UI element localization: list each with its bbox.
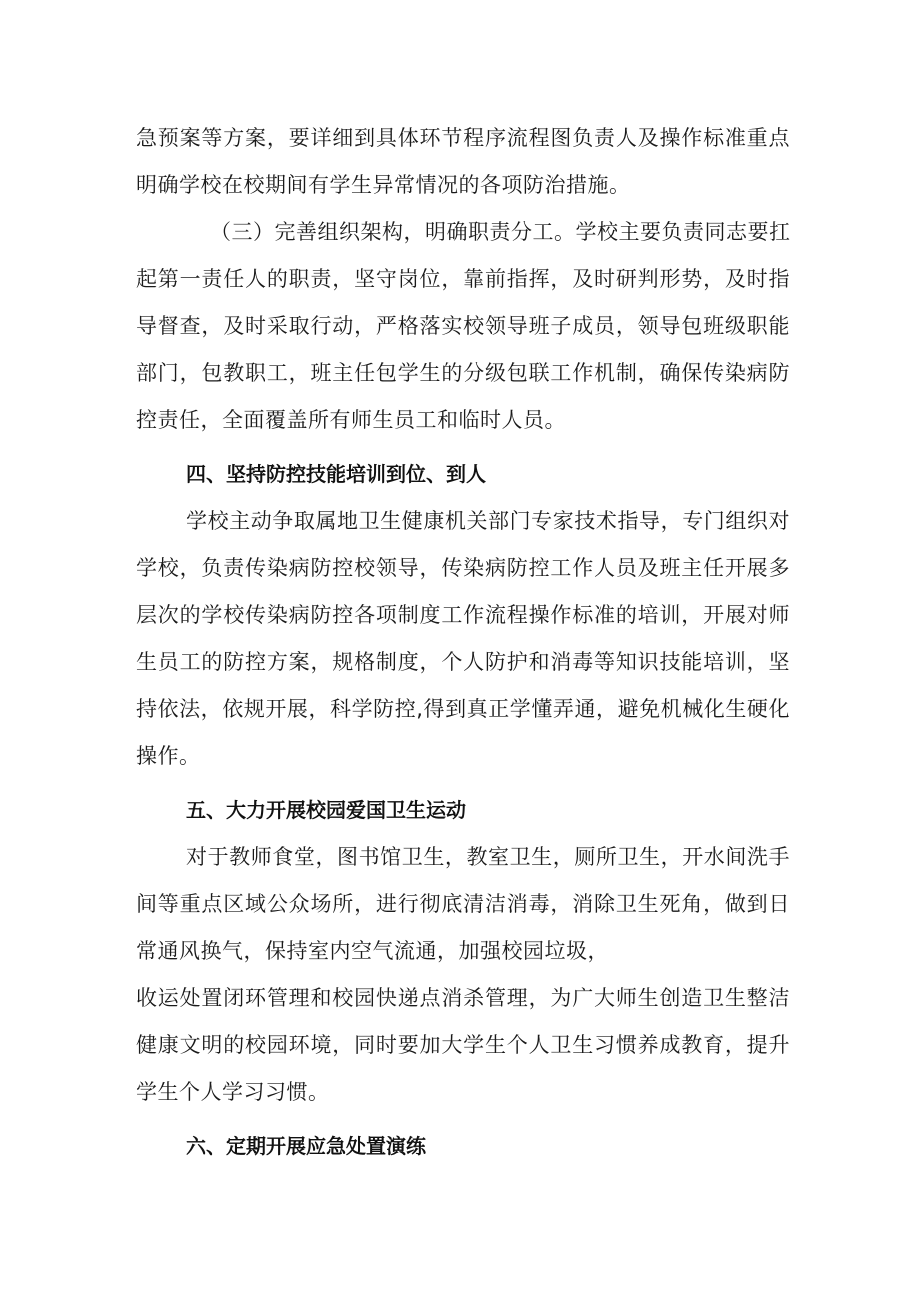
paragraph-line: 收运处置闭环管理和校园快递点消杀管理，为广大师生创造卫生整洁 <box>136 986 790 1010</box>
paragraph-line: 部门，包教职工，班主任包学生的分级包联工作机制，确保传染病防 <box>136 361 790 385</box>
section-heading: 六、定期开展应急处置演练 <box>186 1134 426 1158</box>
section-heading: 四、坚持防控技能培训到位、到人 <box>186 462 486 486</box>
paragraph-line: 学生个人学习习惯。 <box>136 1080 330 1104</box>
paragraph-line: 控责任，全面覆盖所有师生员工和临时人员。 <box>136 408 566 432</box>
paragraph-line: 明确学校在校期间有学生异常情况的各项防治措施。 <box>136 173 631 197</box>
paragraph-line: 操作。 <box>136 744 201 768</box>
paragraph-line: 健康文明的校园环境，同时要加大学生个人卫生习惯养成教育，提升 <box>136 1033 790 1057</box>
paragraph-line: 生员工的防控方案，规格制度，个人防护和消毒等知识技能培训，坚 <box>136 650 790 674</box>
paragraph-line: 层次的学校传染病防控各项制度工作流程操作标准的培训，开展对师 <box>136 603 790 627</box>
paragraph-line: 间等重点区域公众场所，进行彻底清洁消毒，消除卫生死角，做到日 <box>136 892 790 916</box>
paragraph-line: （三）完善组织架构，明确职责分工。学校主要负责同志要扛 <box>210 220 791 244</box>
paragraph-line: 急预案等方案，要详细到具体环节程序流程图负责人及操作标准重点 <box>136 126 790 150</box>
section-heading: 五、大力开展校园爱国卫生运动 <box>186 798 466 822</box>
paragraph-line: 起第一责任人的职责，坚守岗位，靠前指挥，及时研判形势，及时指 <box>136 267 790 291</box>
paragraph-line: 常通风换气，保持室内空气流通，加强校园垃圾， <box>136 939 609 963</box>
paragraph-line: 学校主动争取属地卫生健康机关部门专家技术指导，专门组织对 <box>186 509 790 533</box>
paragraph-line: 对于教师食堂，图书馆卫生，教室卫生，厕所卫生，开水间洗手 <box>186 845 790 869</box>
paragraph-line: 持依法，依规开展，科学防控,得到真正学懂弄通，避免机械化生硬化 <box>136 697 790 721</box>
paragraph-line: 学校，负责传染病防控校领导，传染病防控工作人员及班主任开展多 <box>136 556 790 580</box>
paragraph-line: 导督查，及时采取行动，严格落实校领导班子成员，领导包班级职能 <box>136 314 790 338</box>
